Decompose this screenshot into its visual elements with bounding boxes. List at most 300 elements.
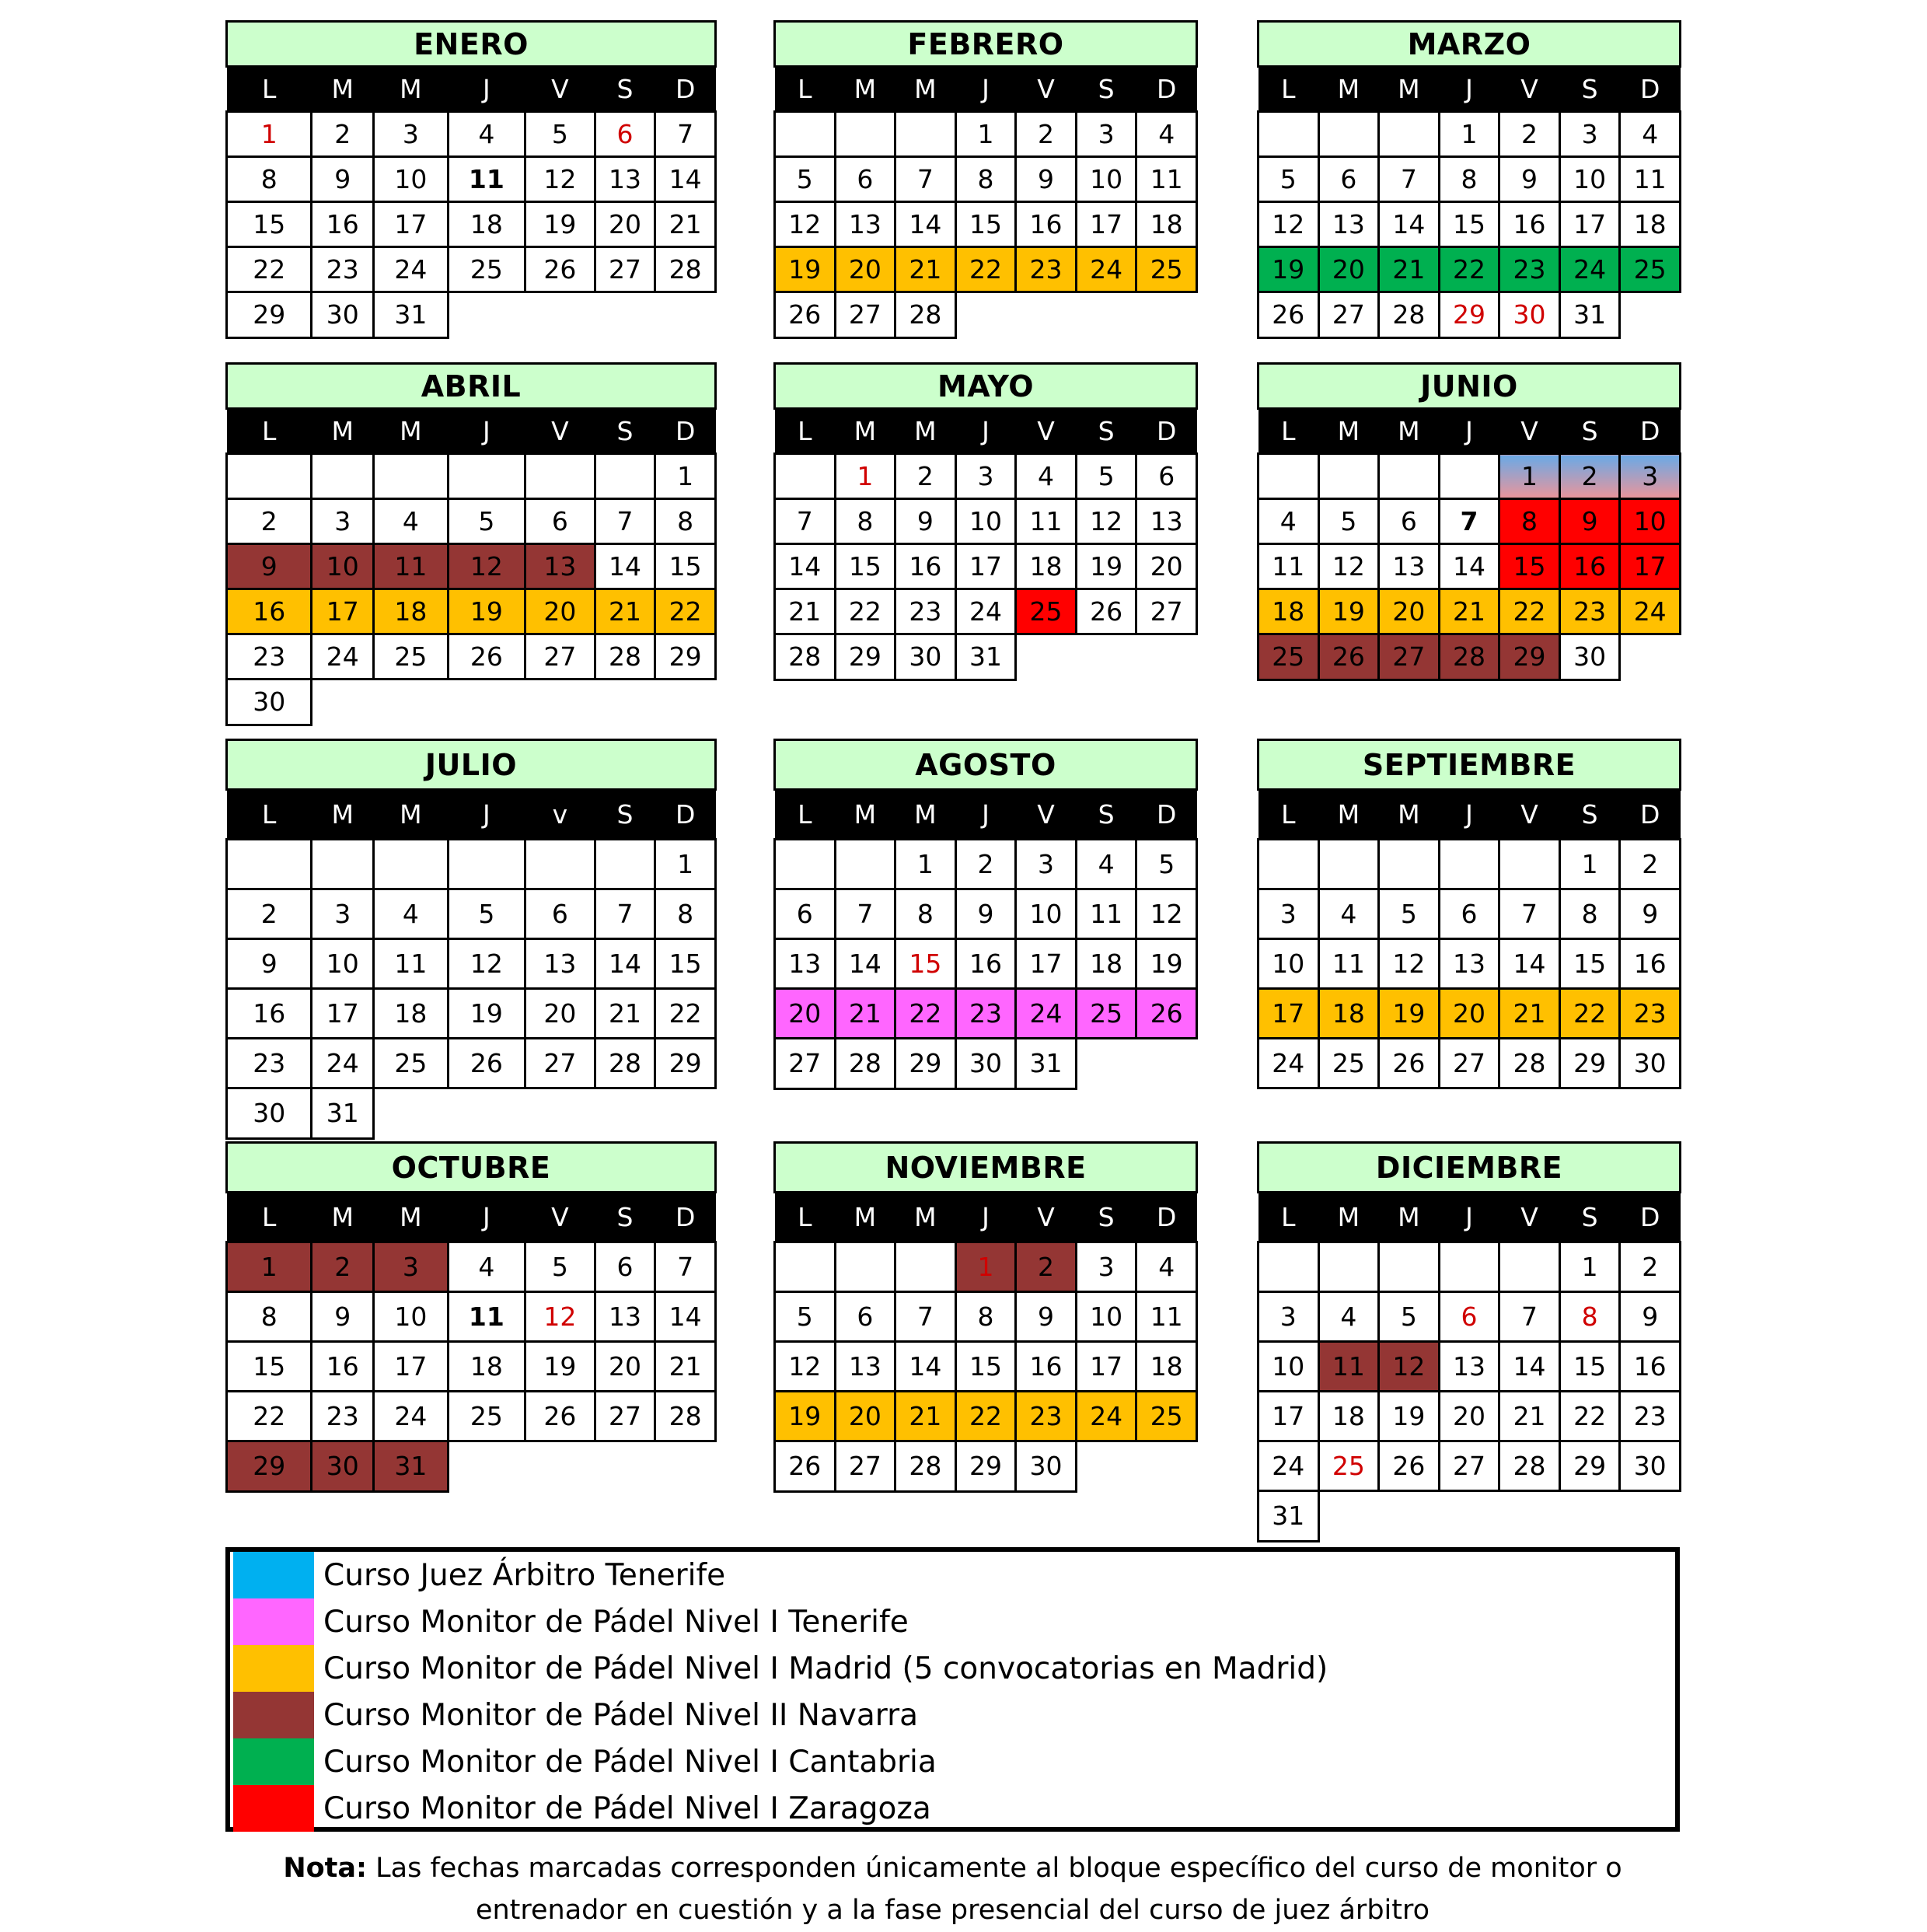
day-cell: 21 [835, 989, 895, 1039]
weekday-header: D [1620, 790, 1681, 840]
day-cell: 15 [655, 939, 716, 989]
empty-cell [448, 292, 525, 338]
day-cell: 21 [895, 247, 956, 292]
day-cell: 29 [895, 1039, 956, 1089]
empty-cell [525, 1088, 595, 1139]
day-cell: 13 [835, 202, 895, 247]
day-cell: 31 [1258, 1491, 1319, 1542]
legend-label: Curso Monitor de Pádel Nivel I Madrid (5 convocatorias en Madrid) [323, 1651, 1328, 1686]
weekday-header: M [374, 409, 449, 454]
day-cell: 17 [312, 989, 374, 1039]
legend-swatch [233, 1552, 314, 1598]
weekday-header: V [1499, 409, 1560, 454]
week-row [775, 889, 1197, 939]
day-cell: 27 [1318, 292, 1379, 338]
legend-label: Curso Monitor de Pádel Nivel I Tenerife [323, 1605, 909, 1640]
empty-cell [1620, 1491, 1681, 1542]
weekday-header: M [312, 409, 374, 454]
day-cell: 20 [835, 1392, 895, 1441]
weekday-header: S [595, 409, 655, 454]
week-row [775, 157, 1197, 202]
day-cell: 13 [775, 939, 836, 989]
day-cell: 24 [1559, 247, 1620, 292]
day-cell: 26 [775, 292, 836, 338]
day-cell: 24 [955, 589, 1016, 634]
day-cell: 6 [835, 1292, 895, 1342]
empty-cell [1136, 1441, 1197, 1492]
day-cell: 12 [525, 157, 595, 202]
day-cell: 21 [895, 1392, 956, 1441]
day-cell: 16 [227, 589, 312, 634]
day-cell: 21 [1439, 589, 1499, 634]
day-cell: 26 [525, 1392, 595, 1441]
month-title: DICIEMBRE [1258, 1143, 1681, 1193]
day-cell: 1 [955, 1242, 1016, 1292]
day-cell: 16 [1499, 202, 1560, 247]
day-cell: 12 [448, 939, 525, 989]
weekday-header: D [1620, 409, 1681, 454]
week-row [1258, 889, 1681, 939]
weekday-header: M [835, 409, 895, 454]
week-row [1258, 939, 1681, 989]
weekday-header: D [655, 67, 716, 112]
day-cell: 30 [312, 292, 374, 338]
day-cell: 16 [1620, 939, 1681, 989]
day-cell: 6 [775, 889, 836, 939]
day-cell: 11 [374, 939, 449, 989]
weekday-header: M [312, 790, 374, 840]
day-cell: 27 [1439, 1039, 1499, 1088]
empty-day-cell [1439, 454, 1499, 499]
empty-day-cell [1379, 454, 1440, 499]
empty-cell [1076, 292, 1136, 338]
month-noviembre [773, 1141, 1198, 1493]
day-cell: 11 [448, 157, 525, 202]
empty-cell [448, 1088, 525, 1139]
day-cell: 26 [1136, 989, 1197, 1039]
day-cell: 13 [595, 157, 655, 202]
day-cell: 28 [775, 634, 836, 680]
weekday-header: S [595, 790, 655, 840]
day-cell: 22 [655, 589, 716, 634]
day-cell: 26 [1379, 1039, 1440, 1088]
day-cell: 25 [1076, 989, 1136, 1039]
empty-day-cell [374, 840, 449, 889]
empty-day-cell [525, 840, 595, 889]
day-cell: 18 [448, 1342, 525, 1392]
day-cell: 22 [1559, 1392, 1620, 1441]
weekday-header: L [227, 1193, 312, 1242]
day-cell: 14 [775, 544, 836, 589]
weekday-header: M [835, 1193, 895, 1242]
day-cell: 4 [1318, 1292, 1379, 1342]
month-title: JUNIO [1258, 364, 1681, 409]
day-cell: 4 [374, 499, 449, 544]
day-cell: 30 [955, 1039, 1016, 1089]
empty-cell [525, 292, 595, 338]
week-row [227, 1039, 716, 1088]
day-cell: 4 [1016, 454, 1077, 499]
week-row [1258, 840, 1681, 889]
weekday-header: M [312, 1193, 374, 1242]
day-cell: 8 [1439, 157, 1499, 202]
day-cell: 9 [1016, 1292, 1077, 1342]
week-row [227, 1342, 716, 1392]
week-row [227, 112, 716, 157]
day-cell: 29 [955, 1441, 1016, 1492]
day-cell: 2 [227, 889, 312, 939]
weekday-header: S [1559, 409, 1620, 454]
weekday-header: V [525, 1193, 595, 1242]
weekday-header: D [1620, 67, 1681, 112]
day-cell: 18 [448, 202, 525, 247]
day-cell: 26 [1318, 634, 1379, 680]
day-cell: 21 [1499, 1392, 1560, 1441]
day-cell: 27 [1379, 634, 1440, 680]
day-cell: 4 [1076, 840, 1136, 889]
month-title: ABRIL [227, 364, 716, 409]
day-cell: 15 [1559, 939, 1620, 989]
legend-label: Curso Monitor de Pádel Nivel II Navarra [323, 1698, 919, 1733]
legend-swatch [233, 1598, 314, 1645]
day-cell: 1 [227, 1242, 312, 1292]
day-cell: 26 [448, 634, 525, 680]
day-cell: 27 [525, 634, 595, 680]
day-cell: 25 [1318, 1441, 1379, 1491]
month-agosto [773, 739, 1198, 1090]
empty-day-cell [775, 1242, 836, 1292]
day-cell: 1 [1439, 112, 1499, 157]
day-cell: 21 [655, 202, 716, 247]
day-cell: 17 [1016, 939, 1077, 989]
day-cell: 2 [227, 499, 312, 544]
day-cell: 16 [895, 544, 956, 589]
week-row [775, 1242, 1197, 1292]
day-cell: 1 [1559, 1242, 1620, 1292]
day-cell: 26 [448, 1039, 525, 1088]
empty-cell [595, 680, 655, 725]
day-cell: 19 [1136, 939, 1197, 989]
day-cell: 22 [227, 247, 312, 292]
day-cell: 19 [448, 589, 525, 634]
weekday-header: S [1076, 1193, 1136, 1242]
day-cell: 14 [895, 1342, 956, 1392]
weekday-header: J [955, 1193, 1016, 1242]
day-cell: 15 [895, 939, 956, 989]
day-cell: 2 [895, 454, 956, 499]
day-cell: 10 [1016, 889, 1077, 939]
empty-day-cell [374, 454, 449, 499]
empty-cell [955, 292, 1016, 338]
day-cell: 21 [595, 589, 655, 634]
day-cell: 24 [1258, 1441, 1319, 1491]
day-cell: 4 [448, 112, 525, 157]
day-cell: 28 [1439, 634, 1499, 680]
day-cell: 29 [655, 634, 716, 680]
day-cell: 12 [1136, 889, 1197, 939]
day-cell: 28 [1379, 292, 1440, 338]
weekday-header: S [595, 67, 655, 112]
day-cell: 3 [1258, 889, 1319, 939]
empty-cell [1499, 1491, 1560, 1542]
weekday-header: M [1318, 790, 1379, 840]
day-cell: 20 [1439, 1392, 1499, 1441]
day-cell: 3 [1076, 112, 1136, 157]
week-row [775, 634, 1197, 680]
month-mayo [773, 362, 1198, 681]
day-cell: 5 [448, 499, 525, 544]
day-cell: 10 [312, 544, 374, 589]
day-cell: 14 [1499, 939, 1560, 989]
day-cell: 5 [525, 1242, 595, 1292]
day-cell: 31 [312, 1088, 374, 1139]
week-row [227, 989, 716, 1039]
day-cell: 21 [595, 989, 655, 1039]
day-cell: 13 [1439, 1342, 1499, 1392]
weekday-header: M [312, 67, 374, 112]
day-cell: 14 [595, 544, 655, 589]
legend-label: Curso Monitor de Pádel Nivel I Cantabria [323, 1745, 937, 1780]
day-cell: 3 [374, 1242, 449, 1292]
day-cell: 28 [895, 292, 956, 338]
month-title: ENERO [227, 22, 716, 67]
legend-item-juez [230, 1552, 1675, 1598]
day-cell: 9 [1559, 499, 1620, 544]
day-cell: 11 [374, 544, 449, 589]
day-cell: 22 [655, 989, 716, 1039]
week-row [227, 680, 716, 725]
weekday-header: V [525, 409, 595, 454]
weekday-header: M [835, 790, 895, 840]
day-cell: 12 [1318, 544, 1379, 589]
empty-cell [655, 292, 716, 338]
weekday-header: M [895, 1193, 956, 1242]
day-cell: 17 [312, 589, 374, 634]
day-cell: 26 [525, 247, 595, 292]
day-cell: 9 [312, 157, 374, 202]
day-cell: 2 [1016, 112, 1077, 157]
day-cell: 20 [1318, 247, 1379, 292]
day-cell: 23 [227, 634, 312, 680]
empty-day-cell [1258, 840, 1319, 889]
empty-day-cell [227, 454, 312, 499]
empty-day-cell [312, 840, 374, 889]
weekday-header: L [1258, 67, 1319, 112]
day-cell: 3 [1076, 1242, 1136, 1292]
week-row [775, 499, 1197, 544]
day-cell: 8 [227, 157, 312, 202]
day-cell: 24 [374, 1392, 449, 1441]
day-cell: 27 [775, 1039, 836, 1089]
day-cell: 19 [1379, 989, 1440, 1039]
week-row [775, 247, 1197, 292]
day-cell: 18 [374, 989, 449, 1039]
day-cell: 18 [1318, 989, 1379, 1039]
weekday-header: J [1439, 67, 1499, 112]
week-row [1258, 1292, 1681, 1342]
weekday-header: L [1258, 790, 1319, 840]
day-cell: 11 [1076, 889, 1136, 939]
empty-day-cell [1318, 840, 1379, 889]
weekday-header: V [1499, 67, 1560, 112]
day-cell: 18 [1258, 589, 1319, 634]
legend-item-zaragoza [230, 1785, 1675, 1832]
week-row [227, 292, 716, 338]
month-enero [225, 20, 717, 339]
empty-cell [374, 1088, 449, 1139]
day-cell: 20 [775, 989, 836, 1039]
day-cell: 10 [1076, 1292, 1136, 1342]
legend-item-madrid [230, 1645, 1675, 1692]
empty-day-cell [1439, 1242, 1499, 1292]
day-cell: 16 [312, 202, 374, 247]
day-cell: 26 [1258, 292, 1319, 338]
day-cell: 7 [595, 889, 655, 939]
day-cell: 22 [1439, 247, 1499, 292]
day-cell: 8 [227, 1292, 312, 1342]
day-cell: 16 [227, 989, 312, 1039]
day-cell: 11 [1136, 157, 1197, 202]
weekday-header: M [895, 790, 956, 840]
day-cell: 12 [525, 1292, 595, 1342]
week-row [775, 1441, 1197, 1492]
day-cell: 31 [374, 292, 449, 338]
day-cell: 3 [1258, 1292, 1319, 1342]
day-cell: 11 [1620, 157, 1681, 202]
day-cell: 25 [374, 1039, 449, 1088]
day-cell: 2 [1620, 840, 1681, 889]
day-cell: 17 [1258, 989, 1319, 1039]
day-cell: 13 [1136, 499, 1197, 544]
day-cell: 15 [955, 202, 1016, 247]
day-cell: 28 [1499, 1441, 1560, 1491]
day-cell: 15 [835, 544, 895, 589]
day-cell: 15 [227, 202, 312, 247]
day-cell: 25 [1136, 1392, 1197, 1441]
day-cell: 5 [525, 112, 595, 157]
day-cell: 2 [312, 112, 374, 157]
week-row [227, 202, 716, 247]
weekday-header: M [895, 67, 956, 112]
day-cell: 1 [1559, 840, 1620, 889]
week-row [775, 589, 1197, 634]
day-cell: 10 [312, 939, 374, 989]
day-cell: 31 [374, 1441, 449, 1492]
month-julio [225, 739, 717, 1140]
day-cell: 7 [1499, 889, 1560, 939]
week-row [775, 544, 1197, 589]
week-row [775, 292, 1197, 338]
weekday-header: D [655, 1193, 716, 1242]
month-title: MARZO [1258, 22, 1681, 67]
day-cell: 30 [1620, 1441, 1681, 1491]
day-cell: 2 [1016, 1242, 1077, 1292]
day-cell: 14 [655, 1292, 716, 1342]
legend-item-tenerife [230, 1598, 1675, 1645]
day-cell: 10 [1076, 157, 1136, 202]
day-cell: 15 [1559, 1342, 1620, 1392]
empty-cell [1379, 1491, 1440, 1542]
weekday-header: M [374, 1193, 449, 1242]
day-cell: 12 [1258, 202, 1319, 247]
day-cell: 6 [1379, 499, 1440, 544]
day-cell: 13 [525, 939, 595, 989]
day-cell: 29 [227, 292, 312, 338]
empty-cell [1076, 1441, 1136, 1492]
day-cell: 21 [1499, 989, 1560, 1039]
day-cell: 27 [1136, 589, 1197, 634]
weekday-header: D [655, 790, 716, 840]
week-row [227, 840, 716, 889]
weekday-header: M [1379, 67, 1440, 112]
weekday-header: D [1620, 1193, 1681, 1242]
day-cell: 3 [374, 112, 449, 157]
empty-cell [1620, 634, 1681, 680]
weekday-header: L [227, 790, 312, 840]
day-cell: 31 [955, 634, 1016, 680]
week-row [775, 454, 1197, 499]
day-cell: 25 [1136, 247, 1197, 292]
week-row [227, 634, 716, 680]
day-cell: 3 [1016, 840, 1077, 889]
week-row [227, 1088, 716, 1139]
empty-cell [1076, 1039, 1136, 1089]
week-row [227, 544, 716, 589]
day-cell: 4 [1136, 112, 1197, 157]
week-row [1258, 499, 1681, 544]
empty-day-cell [1379, 1242, 1440, 1292]
day-cell: 22 [835, 589, 895, 634]
month-title: AGOSTO [775, 740, 1197, 790]
month-title: JULIO [227, 740, 716, 790]
empty-day-cell [835, 840, 895, 889]
day-cell: 20 [1136, 544, 1197, 589]
weekday-header: D [1136, 67, 1197, 112]
day-cell: 4 [1620, 112, 1681, 157]
empty-day-cell [227, 840, 312, 889]
weekday-header: S [1076, 409, 1136, 454]
weekday-header: M [1379, 1193, 1440, 1242]
day-cell: 14 [595, 939, 655, 989]
legend-item-navarra [230, 1692, 1675, 1738]
day-cell: 24 [1076, 1392, 1136, 1441]
day-cell: 11 [1318, 1342, 1379, 1392]
day-cell: 27 [835, 292, 895, 338]
day-cell: 14 [655, 157, 716, 202]
day-cell: 12 [1076, 499, 1136, 544]
day-cell: 9 [1499, 157, 1560, 202]
day-cell: 16 [1620, 1342, 1681, 1392]
weekday-header: M [1379, 409, 1440, 454]
day-cell: 20 [1379, 589, 1440, 634]
day-cell: 17 [1076, 202, 1136, 247]
day-cell: 5 [1136, 840, 1197, 889]
week-row [227, 1392, 716, 1441]
day-cell: 19 [525, 202, 595, 247]
day-cell: 24 [374, 247, 449, 292]
empty-cell [595, 1441, 655, 1492]
weekday-header: L [227, 67, 312, 112]
day-cell: 14 [1499, 1342, 1560, 1392]
weekday-header: J [955, 409, 1016, 454]
day-cell: 19 [775, 1392, 836, 1441]
weekday-header: M [1318, 1193, 1379, 1242]
day-cell: 6 [595, 112, 655, 157]
day-cell: 30 [895, 634, 956, 680]
day-cell: 13 [595, 1292, 655, 1342]
weekday-header: J [448, 67, 525, 112]
day-cell: 30 [1559, 634, 1620, 680]
